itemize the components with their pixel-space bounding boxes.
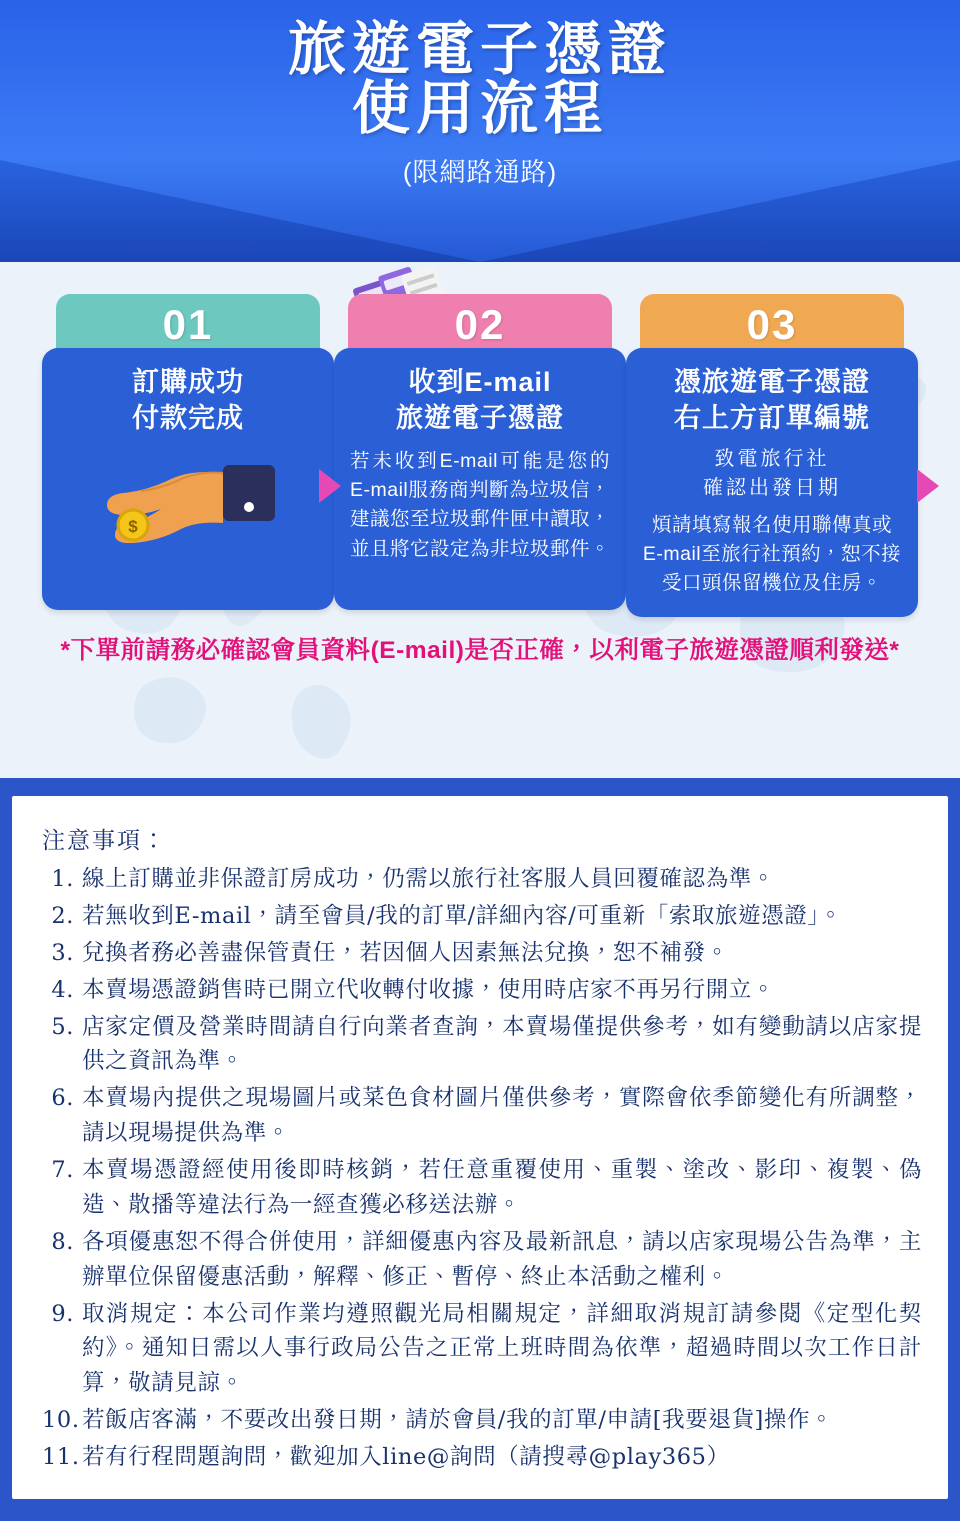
terms-item: 取消規定：本公司作業均遵照觀光局相關規定，詳細取消規訂請參閱《定型化契約》。通知日需以人事行政局公告之正常上班時間為依準，超過時間以次工作日計算，敬請見諒。 bbox=[82, 1300, 922, 1397]
terms-list bbox=[42, 862, 922, 1475]
terms-item: 各項優惠恕不得合併使用，詳細優惠內容及最新訊息，請以店家現場公告為準，主辦單位保留優惠活動，解釋、修正、暫停、終止本活動之權利。 bbox=[82, 1228, 922, 1290]
step-card-03 bbox=[626, 294, 918, 617]
step-02-body bbox=[334, 348, 626, 610]
step-03-subtitle-line2: 確認出發日期 bbox=[703, 476, 841, 499]
step-card-01 bbox=[42, 294, 334, 610]
header-banner bbox=[0, 0, 960, 262]
terms-item: 線上訂購並非保證訂房成功，仍需以旅行社客服人員回覆確認為準。 bbox=[82, 866, 776, 892]
step-03-tab bbox=[640, 294, 904, 356]
step-01-title-line1: 訂購成功 bbox=[132, 367, 244, 397]
banner-content bbox=[0, 0, 960, 189]
step-02-number: 02 bbox=[454, 301, 506, 348]
step-02-title-line1: 收到E-mail bbox=[408, 367, 552, 397]
step-02-tab bbox=[348, 294, 612, 356]
terms-section bbox=[0, 778, 960, 1521]
terms-item: 本賣場憑證經使用後即時核銷，若任意重覆使用、重製、塗改、影印、複製、偽造、散播等違法行為一經查獲必移送法辦。 bbox=[82, 1157, 922, 1218]
terms-item: 若無收到E-mail，請至會員/我的訂單/詳細內容/可重新「索取旅遊憑證」。 bbox=[82, 902, 843, 929]
terms-item: 若有行程問題詢問，歡迎加入line@詢問（請搜尋@play365） bbox=[82, 1444, 730, 1470]
terms-panel bbox=[12, 796, 948, 1499]
terms-item: 兌換者務必善盡保管責任，若因個人因素無法兌換，恕不補發。 bbox=[82, 939, 729, 966]
terms-item: 本賣場內提供之現場圖片或菜色食材圖片僅供參考，實際會依季節變化有所調整，請以現場提供為準。 bbox=[82, 1085, 922, 1147]
page-subtitle: (限網路通路) bbox=[402, 156, 558, 187]
step-01-tab bbox=[56, 294, 320, 356]
step-01-title-line2: 付款完成 bbox=[132, 403, 244, 434]
step-02-description: 若未收到E-mail可能是您的 E-mail服務商判斷為垃圾信，建議您至垃圾郵件匣中讀取，並且將它設定為非垃圾郵件。 bbox=[350, 449, 611, 560]
step-01-number: 01 bbox=[162, 301, 214, 348]
arrow-step1-to-step2 bbox=[319, 469, 341, 503]
terms-item: 本賣場憑證銷售時已開立代收轉付收據，使用時店家不再另行開立。 bbox=[82, 976, 776, 1003]
step-03-subtitle-line1: 致電旅行社 bbox=[714, 447, 830, 470]
hand-coin-icon bbox=[58, 451, 318, 543]
terms-item: 店家定價及營業時間請自行向業者查詢，本賣場僅提供參考，如有變動請以店家提供之資訊為準。 bbox=[82, 1013, 922, 1075]
terms-title: 注意事項： bbox=[42, 828, 167, 854]
page-title-line1: 旅遊電子憑證 bbox=[287, 17, 672, 82]
step-03-body bbox=[626, 348, 918, 617]
step-02-title-line2: 旅遊電子憑證 bbox=[396, 403, 564, 434]
step-01-body bbox=[42, 348, 334, 610]
step-03-number: 03 bbox=[746, 301, 798, 348]
step-card-02 bbox=[334, 294, 626, 610]
steps-row bbox=[0, 262, 960, 617]
step-03-title-line2: 右上方訂單編號 bbox=[674, 403, 870, 434]
svg-text:$: $ bbox=[128, 516, 138, 536]
step-03-description: 煩請填寫報名使用聯傳真或E-mail至旅行社預約，恕不接受口頭保留機位及住房。 bbox=[642, 513, 902, 595]
step-03-title-line1: 憑旅遊電子憑證 bbox=[674, 367, 870, 397]
arrow-step2-to-step3 bbox=[917, 469, 939, 503]
email-notice: *下單前請務必確認會員資料(E-mail)是否正確，以利電子旅遊憑證順利發送* bbox=[60, 636, 900, 664]
terms-item: 若飯店客滿，不要改出發日期，請於會員/我的訂單/申請[我要退貨]操作。 bbox=[82, 1407, 834, 1434]
steps-section bbox=[0, 262, 960, 778]
page-title-line2: 使用流程 bbox=[351, 75, 608, 141]
